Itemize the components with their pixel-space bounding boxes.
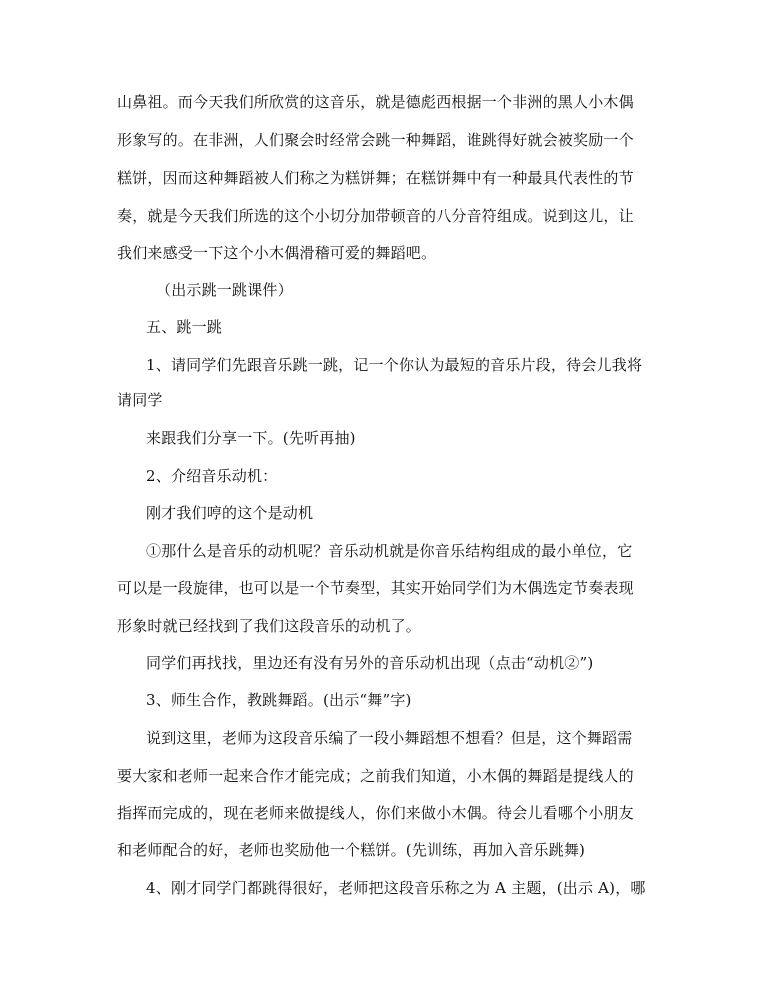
paragraph-line: 请同学 — [117, 391, 163, 409]
paragraph-line: 和老师配合的好，老师也奖励他一个糕饼。(先训练，再加入音乐跳舞) — [117, 841, 586, 859]
paragraph-line: 可以是一段旋律，也可以是一个节奏型，其实开始同学们为木偶选定节奏表现 — [117, 579, 634, 597]
paragraph-line: 1、请同学们先跟音乐跳一跳，记一个你认为最短的音乐片段，待会儿我将 — [146, 356, 643, 374]
paragraph-line: ①那什么是音乐的动机呢？音乐动机就是你音乐结构组成的最小单位，它 — [146, 542, 633, 560]
paragraph-line: 山鼻祖。而今天我们所欣赏的这音乐，就是德彪西根据一个非洲的黑人小木偶 — [117, 93, 634, 111]
paragraph-line: 来跟我们分享一下。(先听再抽) — [146, 429, 356, 447]
paragraph-line: 糕饼，因而这种舞蹈被人们称之为糕饼舞；在糕饼舞中有一种最具代表性的节 — [117, 169, 634, 187]
paragraph-line: 奏，就是今天我们所选的这个小切分加带顿音的八分音符组成。说到这儿，让 — [117, 207, 634, 225]
section-heading: 五、跳一跳 — [146, 318, 223, 336]
paragraph-line: 指挥而完成的，现在老师来做提线人，你们来做小木偶。待会儿看哪个小朋友 — [117, 804, 634, 822]
paragraph-line: 同学们再找找，里边还有没有另外的音乐动机出现（点击“动机②”) — [146, 654, 594, 672]
subsection-heading: 2、介绍音乐动机： — [146, 467, 278, 485]
subsection-heading: 3、师生合作，教跳舞蹈。(出示“舞”字) — [146, 691, 412, 709]
paragraph-line: 要大家和老师一起来合作才能完成；之前我们知道，小木偶的舞蹈是提线人的 — [117, 767, 634, 785]
paragraph-line: 形象写的。在非洲，人们聚会时经常会跳一种舞蹈，谁跳得好就会被奖励一个 — [117, 131, 634, 149]
paragraph-line: 说到这里，老师为这段音乐编了一段小舞蹈想不想看？但是，这个舞蹈需 — [146, 729, 633, 747]
courseware-note: （出示跳一跳课件） — [156, 281, 293, 299]
paragraph-line: 我们来感受一下这个小木偶滑稽可爱的舞蹈吧。 — [117, 244, 437, 262]
paragraph-line: 4、刚才同学门都跳得很好，老师把这段音乐称之为 A 主题，(出示 A)，哪 — [146, 879, 646, 897]
paragraph-line: 形象时就已经找到了我们这段音乐的动机了。 — [117, 617, 422, 635]
paragraph-line: 刚才我们哼的这个是动机 — [146, 504, 314, 522]
